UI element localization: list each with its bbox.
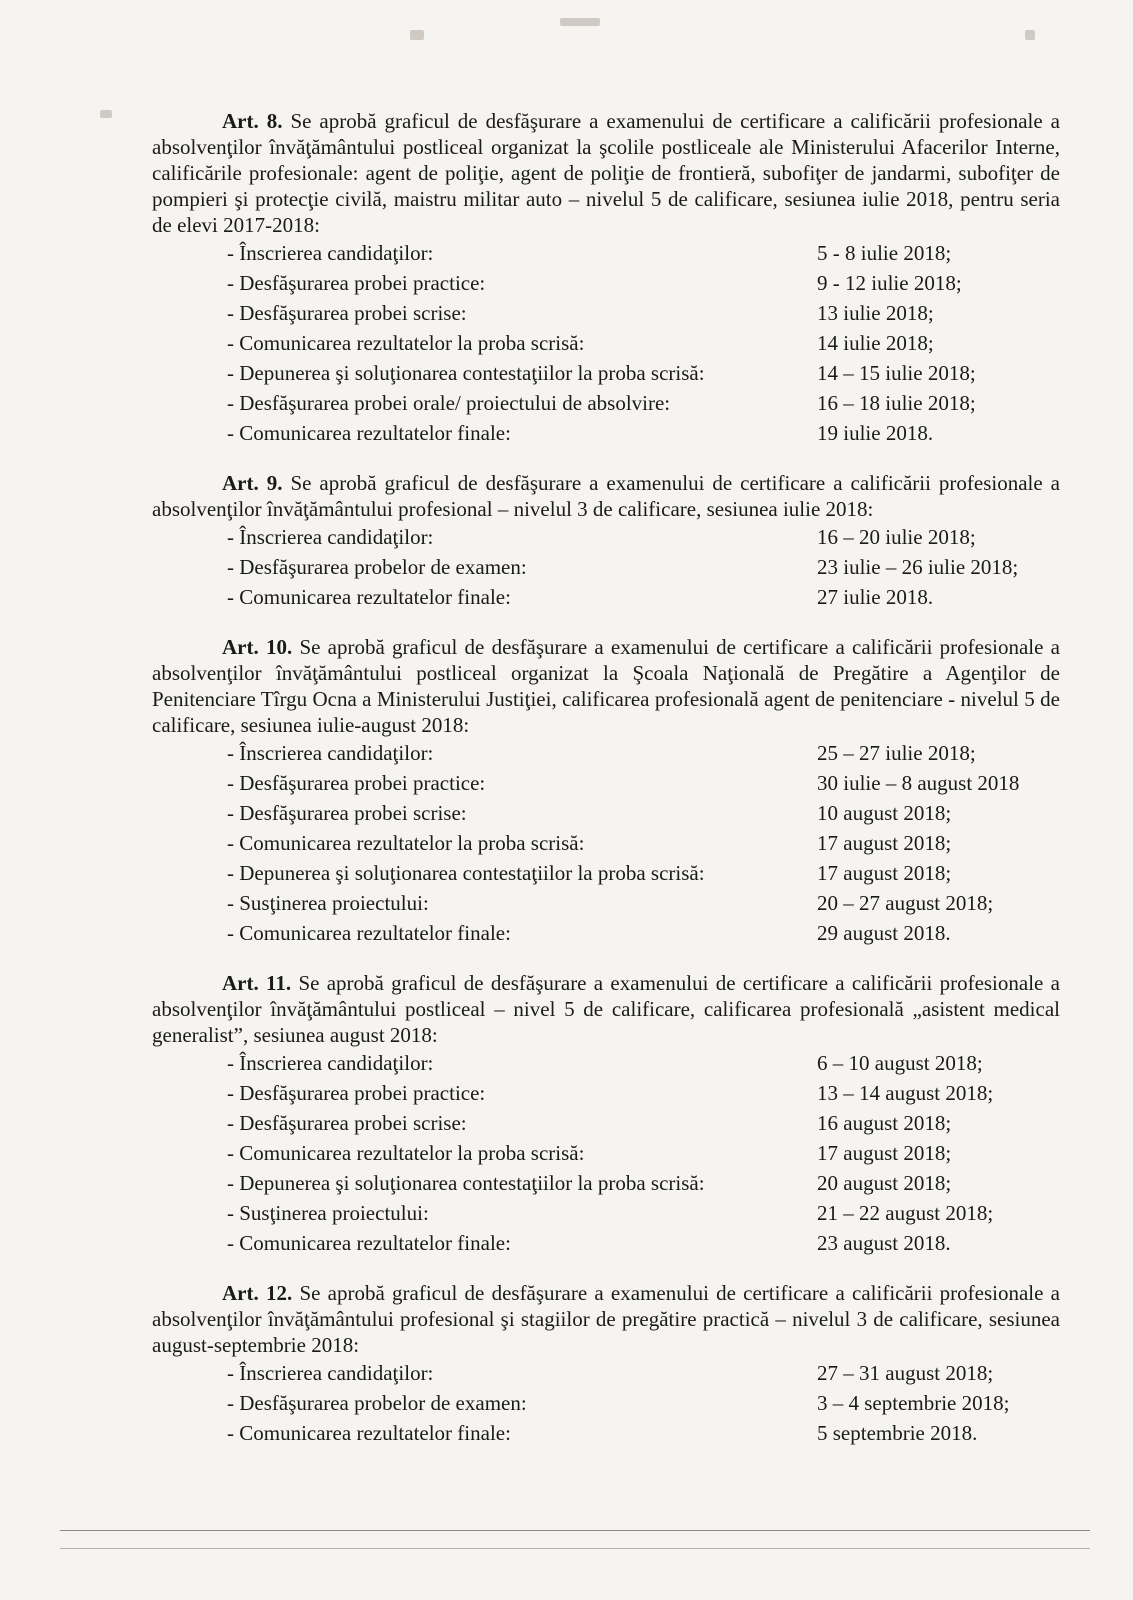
article-number: Art. 8. bbox=[222, 109, 283, 133]
schedule-date: 5 - 8 iulie 2018; bbox=[817, 241, 952, 265]
schedule-item bbox=[152, 828, 1060, 858]
schedule-date: 19 iulie 2018. bbox=[817, 421, 934, 445]
schedule-item bbox=[152, 798, 1060, 828]
schedule-step: - Depunerea şi soluţionarea contestaţiilor la proba scrisă: bbox=[227, 1171, 705, 1195]
schedule-date: 27 iulie 2018. bbox=[817, 585, 934, 609]
footer-rule bbox=[60, 1530, 1090, 1531]
schedule-date: 25 – 27 iulie 2018; bbox=[817, 741, 976, 765]
schedule-date: 16 – 20 iulie 2018; bbox=[817, 525, 976, 549]
schedule-list bbox=[152, 1358, 1060, 1448]
schedule-date: 16 august 2018; bbox=[817, 1111, 952, 1135]
schedule-date: 17 august 2018; bbox=[817, 831, 952, 855]
schedule-step: - Desfăşurarea probelor de examen: bbox=[227, 555, 527, 579]
schedule-step: - Comunicarea rezultatelor finale: bbox=[227, 421, 511, 445]
article-section bbox=[152, 108, 1060, 448]
schedule-step: - Depunerea şi soluţionarea contestaţiilor la proba scrisă: bbox=[227, 361, 705, 385]
schedule-step: - Desfăşurarea probei scrise: bbox=[227, 301, 467, 325]
scan-speck bbox=[410, 30, 424, 40]
schedule-item bbox=[152, 768, 1060, 798]
schedule-list bbox=[152, 238, 1060, 448]
schedule-step: - Înscrierea candidaţilor: bbox=[227, 525, 434, 549]
schedule-item bbox=[152, 1078, 1060, 1108]
schedule-item bbox=[152, 582, 1060, 612]
article-paragraph bbox=[152, 108, 1060, 238]
schedule-step: - Desfăşurarea probei orale/ proiectului de absolvire: bbox=[227, 391, 671, 415]
schedule-item bbox=[152, 1048, 1060, 1078]
schedule-step: - Înscrierea candidaţilor: bbox=[227, 1361, 434, 1385]
schedule-step: - Desfăşurarea probei practice: bbox=[227, 271, 486, 295]
schedule-list bbox=[152, 1048, 1060, 1258]
schedule-item bbox=[152, 1358, 1060, 1388]
article-paragraph bbox=[152, 470, 1060, 522]
schedule-date: 9 - 12 iulie 2018; bbox=[817, 271, 962, 295]
schedule-item bbox=[152, 1138, 1060, 1168]
schedule-date: 30 iulie – 8 august 2018 bbox=[817, 771, 1020, 795]
schedule-item bbox=[152, 1228, 1060, 1258]
schedule-step: - Desfăşurarea probei practice: bbox=[227, 771, 486, 795]
schedule-step: - Comunicarea rezultatelor finale: bbox=[227, 921, 511, 945]
schedule-step: - Înscrierea candidaţilor: bbox=[227, 1051, 434, 1075]
article-number: Art. 10. bbox=[222, 635, 293, 659]
schedule-date: 14 iulie 2018; bbox=[817, 331, 934, 355]
schedule-step: - Comunicarea rezultatelor finale: bbox=[227, 1231, 511, 1255]
schedule-item bbox=[152, 388, 1060, 418]
schedule-item bbox=[152, 552, 1060, 582]
article-paragraph bbox=[152, 970, 1060, 1048]
schedule-date: 29 august 2018. bbox=[817, 921, 951, 945]
schedule-item bbox=[152, 1168, 1060, 1198]
schedule-step: - Comunicarea rezultatelor finale: bbox=[227, 585, 511, 609]
scan-speck bbox=[100, 110, 112, 118]
article-text: Se aprobă graficul de desfăşurare a examenului de certificare a calificării profesionale a absolvenţilor învăţământului profesional – nivelul 3 de calificare, sesiunea iulie 2018: bbox=[152, 471, 1061, 521]
article-section bbox=[152, 1280, 1060, 1448]
article-section bbox=[152, 470, 1060, 612]
article-number: Art. 9. bbox=[222, 471, 283, 495]
schedule-date: 27 – 31 august 2018; bbox=[817, 1361, 994, 1385]
schedule-item bbox=[152, 328, 1060, 358]
scan-speck bbox=[560, 18, 600, 26]
schedule-step: - Susţinerea proiectului: bbox=[227, 891, 429, 915]
schedule-step: - Comunicarea rezultatelor la proba scrisă: bbox=[227, 831, 585, 855]
article-section bbox=[152, 970, 1060, 1258]
schedule-date: 13 iulie 2018; bbox=[817, 301, 934, 325]
schedule-step: - Susţinerea proiectului: bbox=[227, 1201, 429, 1225]
schedule-step: - Înscrierea candidaţilor: bbox=[227, 241, 434, 265]
schedule-date: 20 – 27 august 2018; bbox=[817, 891, 994, 915]
schedule-item bbox=[152, 858, 1060, 888]
schedule-item bbox=[152, 1388, 1060, 1418]
article-text: Se aprobă graficul de desfăşurare a examenului de certificare a calificării profesionale a absolvenţilor învăţământului postliceal – nivel 5 de calificare, calificarea profesională „asistent medical generalist”, sesiunea august 2018: bbox=[152, 971, 1060, 1047]
schedule-step: - Comunicarea rezultatelor la proba scrisă: bbox=[227, 1141, 585, 1165]
article-number: Art. 11. bbox=[222, 971, 292, 995]
schedule-step: - Desfăşurarea probei practice: bbox=[227, 1081, 486, 1105]
schedule-step: - Desfăşurarea probei scrise: bbox=[227, 801, 467, 825]
schedule-step: - Comunicarea rezultatelor finale: bbox=[227, 1421, 511, 1445]
schedule-item bbox=[152, 522, 1060, 552]
schedule-item bbox=[152, 918, 1060, 948]
schedule-date: 14 – 15 iulie 2018; bbox=[817, 361, 976, 385]
schedule-item bbox=[152, 268, 1060, 298]
article-section bbox=[152, 634, 1060, 948]
schedule-date: 10 august 2018; bbox=[817, 801, 952, 825]
schedule-step: - Depunerea şi soluţionarea contestaţiilor la proba scrisă: bbox=[227, 861, 705, 885]
schedule-item bbox=[152, 1108, 1060, 1138]
schedule-item bbox=[152, 1198, 1060, 1228]
schedule-step: - Desfăşurarea probelor de examen: bbox=[227, 1391, 527, 1415]
schedule-date: 23 iulie – 26 iulie 2018; bbox=[817, 555, 1019, 579]
schedule-step: - Comunicarea rezultatelor la proba scrisă: bbox=[227, 331, 585, 355]
schedule-date: 23 august 2018. bbox=[817, 1231, 951, 1255]
schedule-date: 3 – 4 septembrie 2018; bbox=[817, 1391, 1010, 1415]
schedule-item bbox=[152, 238, 1060, 268]
schedule-date: 17 august 2018; bbox=[817, 861, 952, 885]
article-text: Se aprobă graficul de desfăşurare a examenului de certificare a calificării profesionale a absolvenţilor învăţământului postliceal organizat la şcolile postliceale ale Ministerului Afacerilor Interne, calificările profesionale: agent de poliţie, agent de poliţie de frontieră, subofiţer de jandarmi, subofiţer de pompieri şi protecţie civilă, maistru militar auto – nivelul 5 de calificare, sesiunea iulie 2018, pentru seria de elevi 2017-2018: bbox=[152, 109, 1061, 237]
schedule-item bbox=[152, 298, 1060, 328]
article-paragraph bbox=[152, 1280, 1060, 1358]
schedule-list bbox=[152, 522, 1060, 612]
schedule-item bbox=[152, 418, 1060, 448]
article-text: Se aprobă graficul de desfăşurare a examenului de certificare a calificării profesionale a absolvenţilor învăţământului postliceal organizat la Şcoala Naţională de Pregătire a Agenţilor de Penitenciare Tîrgu Ocna a Ministerului Justiţiei, calificarea profesională agent de penitenciare - nivelul 5 de calificare, sesiunea iulie-august 2018: bbox=[152, 635, 1061, 737]
schedule-date: 16 – 18 iulie 2018; bbox=[817, 391, 976, 415]
schedule-item bbox=[152, 888, 1060, 918]
schedule-step: - Desfăşurarea probei scrise: bbox=[227, 1111, 467, 1135]
schedule-list bbox=[152, 738, 1060, 948]
footer-rule bbox=[60, 1548, 1090, 1549]
schedule-date: 20 august 2018; bbox=[817, 1171, 952, 1195]
schedule-date: 13 – 14 august 2018; bbox=[817, 1081, 994, 1105]
schedule-item bbox=[152, 1418, 1060, 1448]
article-paragraph bbox=[152, 634, 1060, 738]
article-text: Se aprobă graficul de desfăşurare a examenului de certificare a calificării profesionale a absolvenţilor învăţământului profesional şi stagiilor de pregătire practică – nivelul 3 de calificare, sesiunea august-septembrie 2018: bbox=[152, 1281, 1061, 1357]
schedule-date: 5 septembrie 2018. bbox=[817, 1421, 978, 1445]
schedule-date: 21 – 22 august 2018; bbox=[817, 1201, 994, 1225]
schedule-date: 17 august 2018; bbox=[817, 1141, 952, 1165]
article-number: Art. 12. bbox=[222, 1281, 293, 1305]
schedule-item bbox=[152, 358, 1060, 388]
document-body bbox=[152, 108, 1060, 1470]
schedule-step: - Înscrierea candidaţilor: bbox=[227, 741, 434, 765]
schedule-date: 6 – 10 august 2018; bbox=[817, 1051, 983, 1075]
scan-speck bbox=[1025, 30, 1035, 40]
schedule-item bbox=[152, 738, 1060, 768]
